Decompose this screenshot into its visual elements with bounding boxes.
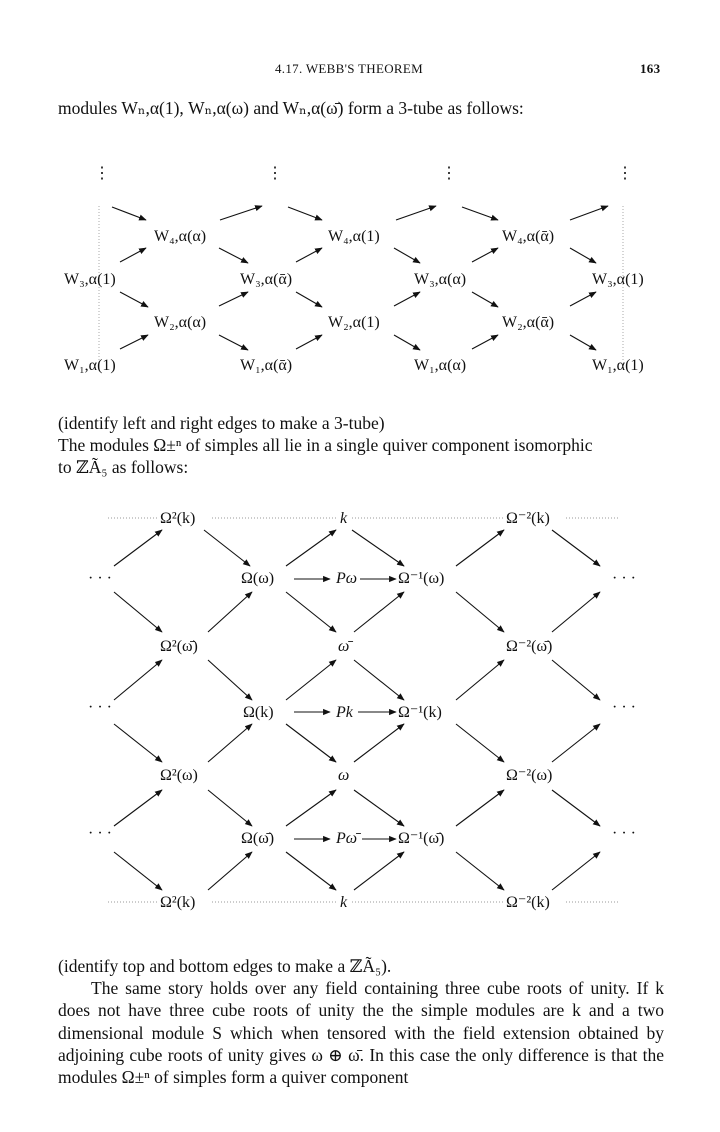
- tube-node: W₁,α(ᾱ): [240, 357, 293, 374]
- quiver-node: Ω⁻¹(ω): [398, 570, 445, 587]
- quiver-node: Pω: [336, 570, 358, 587]
- quiver-node: k: [340, 894, 348, 911]
- quiver-node: Ω⁻²(k): [506, 894, 550, 911]
- tube-node: W₃,α(1): [64, 271, 116, 288]
- quiver-diagram: [0, 500, 720, 925]
- page-number: 163: [640, 61, 661, 76]
- quiver-ellipsis: · · ·: [612, 570, 636, 587]
- tube-vdots: ⋮: [267, 165, 283, 182]
- quiver-node: Ω⁻¹(k): [398, 704, 442, 721]
- tube-diagram: [0, 150, 720, 390]
- identify-edges-note: (identify top and bottom edges to make a ℤÃ₅).: [58, 956, 392, 976]
- quiver-ellipsis: · · ·: [88, 699, 112, 716]
- quiver-dotted-edges: [108, 518, 618, 902]
- quiver-ellipsis: · · ·: [612, 825, 636, 842]
- running-header: 4.17. WEBB'S THEOREM: [275, 61, 423, 76]
- quiver-node: Ω⁻¹(ω̄): [398, 830, 445, 847]
- tube-node: W₁,α(1): [592, 357, 644, 374]
- paragraph-text: The same story holds over any field containing three cube roots of unity. If k does not have three cube roots of unity the the simple modules are k and a two dimensional module S which when tensored with the field extension obtained by adjoining cube roots of unity gives ω ⊕ ω̄. In this case the only difference is that the modules Ω±ⁿ of simples form a quiver component: [58, 978, 664, 1088]
- tube-node: W₄,α(α): [154, 228, 207, 245]
- identify-edges-note: (identify left and right edges to make a 3-tube): [58, 413, 385, 433]
- tube-node: W₂,α(ᾱ): [502, 314, 555, 331]
- tube-node: W₃,α(ᾱ): [240, 271, 293, 288]
- tube-node: W₁,α(1): [64, 357, 116, 374]
- body-line: The modules Ω±ⁿ of simples all lie in a single quiver component isomorphic: [58, 435, 593, 455]
- quiver-node: ω: [338, 767, 350, 784]
- quiver-node: Ω(k): [243, 704, 274, 721]
- quiver-node: ω̄: [338, 638, 350, 655]
- quiver-node: Ω⁻²(ω): [506, 767, 553, 784]
- tube-node: W₃,α(α): [414, 271, 467, 288]
- body-paragraph: [58, 977, 664, 1088]
- quiver-ellipsis: · · ·: [88, 825, 112, 842]
- quiver-node: Ω⁻²(k): [506, 510, 550, 527]
- quiver-node: Ω²(k): [160, 510, 196, 527]
- tube-node: W₃,α(1): [592, 271, 644, 288]
- quiver-node: Ω²(ω̄): [160, 638, 198, 655]
- tube-node: W₄,α(1): [328, 228, 380, 245]
- quiver-ellipsis: · · ·: [88, 570, 112, 587]
- quiver-node: Ω⁻²(ω̄): [506, 638, 553, 655]
- tube-vdots: ⋮: [617, 165, 633, 182]
- quiver-ellipsis: · · ·: [612, 699, 636, 716]
- tube-node: W₂,α(1): [328, 314, 380, 331]
- quiver-node: Ω(ω): [241, 570, 275, 587]
- quiver-node: Ω(ω̄): [241, 830, 275, 847]
- intro-line: modules Wₙ,α(1), Wₙ,α(ω) and Wₙ,α(ω̄) form a 3-tube as follows:: [58, 98, 524, 118]
- quiver-node: Ω²(k): [160, 894, 196, 911]
- quiver-node: Pω̄: [336, 830, 358, 847]
- tube-vdots: ⋮: [94, 165, 110, 182]
- quiver-node: Pk: [336, 704, 353, 721]
- body-line: to ℤÃ₅ as follows:: [58, 457, 189, 477]
- tube-node: W₂,α(α): [154, 314, 207, 331]
- quiver-node: k: [340, 510, 348, 527]
- tube-node: W₁,α(α): [414, 357, 467, 374]
- tube-vdots: ⋮: [441, 165, 457, 182]
- quiver-node: Ω²(ω): [160, 767, 198, 784]
- tube-node: W₄,α(ᾱ): [502, 228, 555, 245]
